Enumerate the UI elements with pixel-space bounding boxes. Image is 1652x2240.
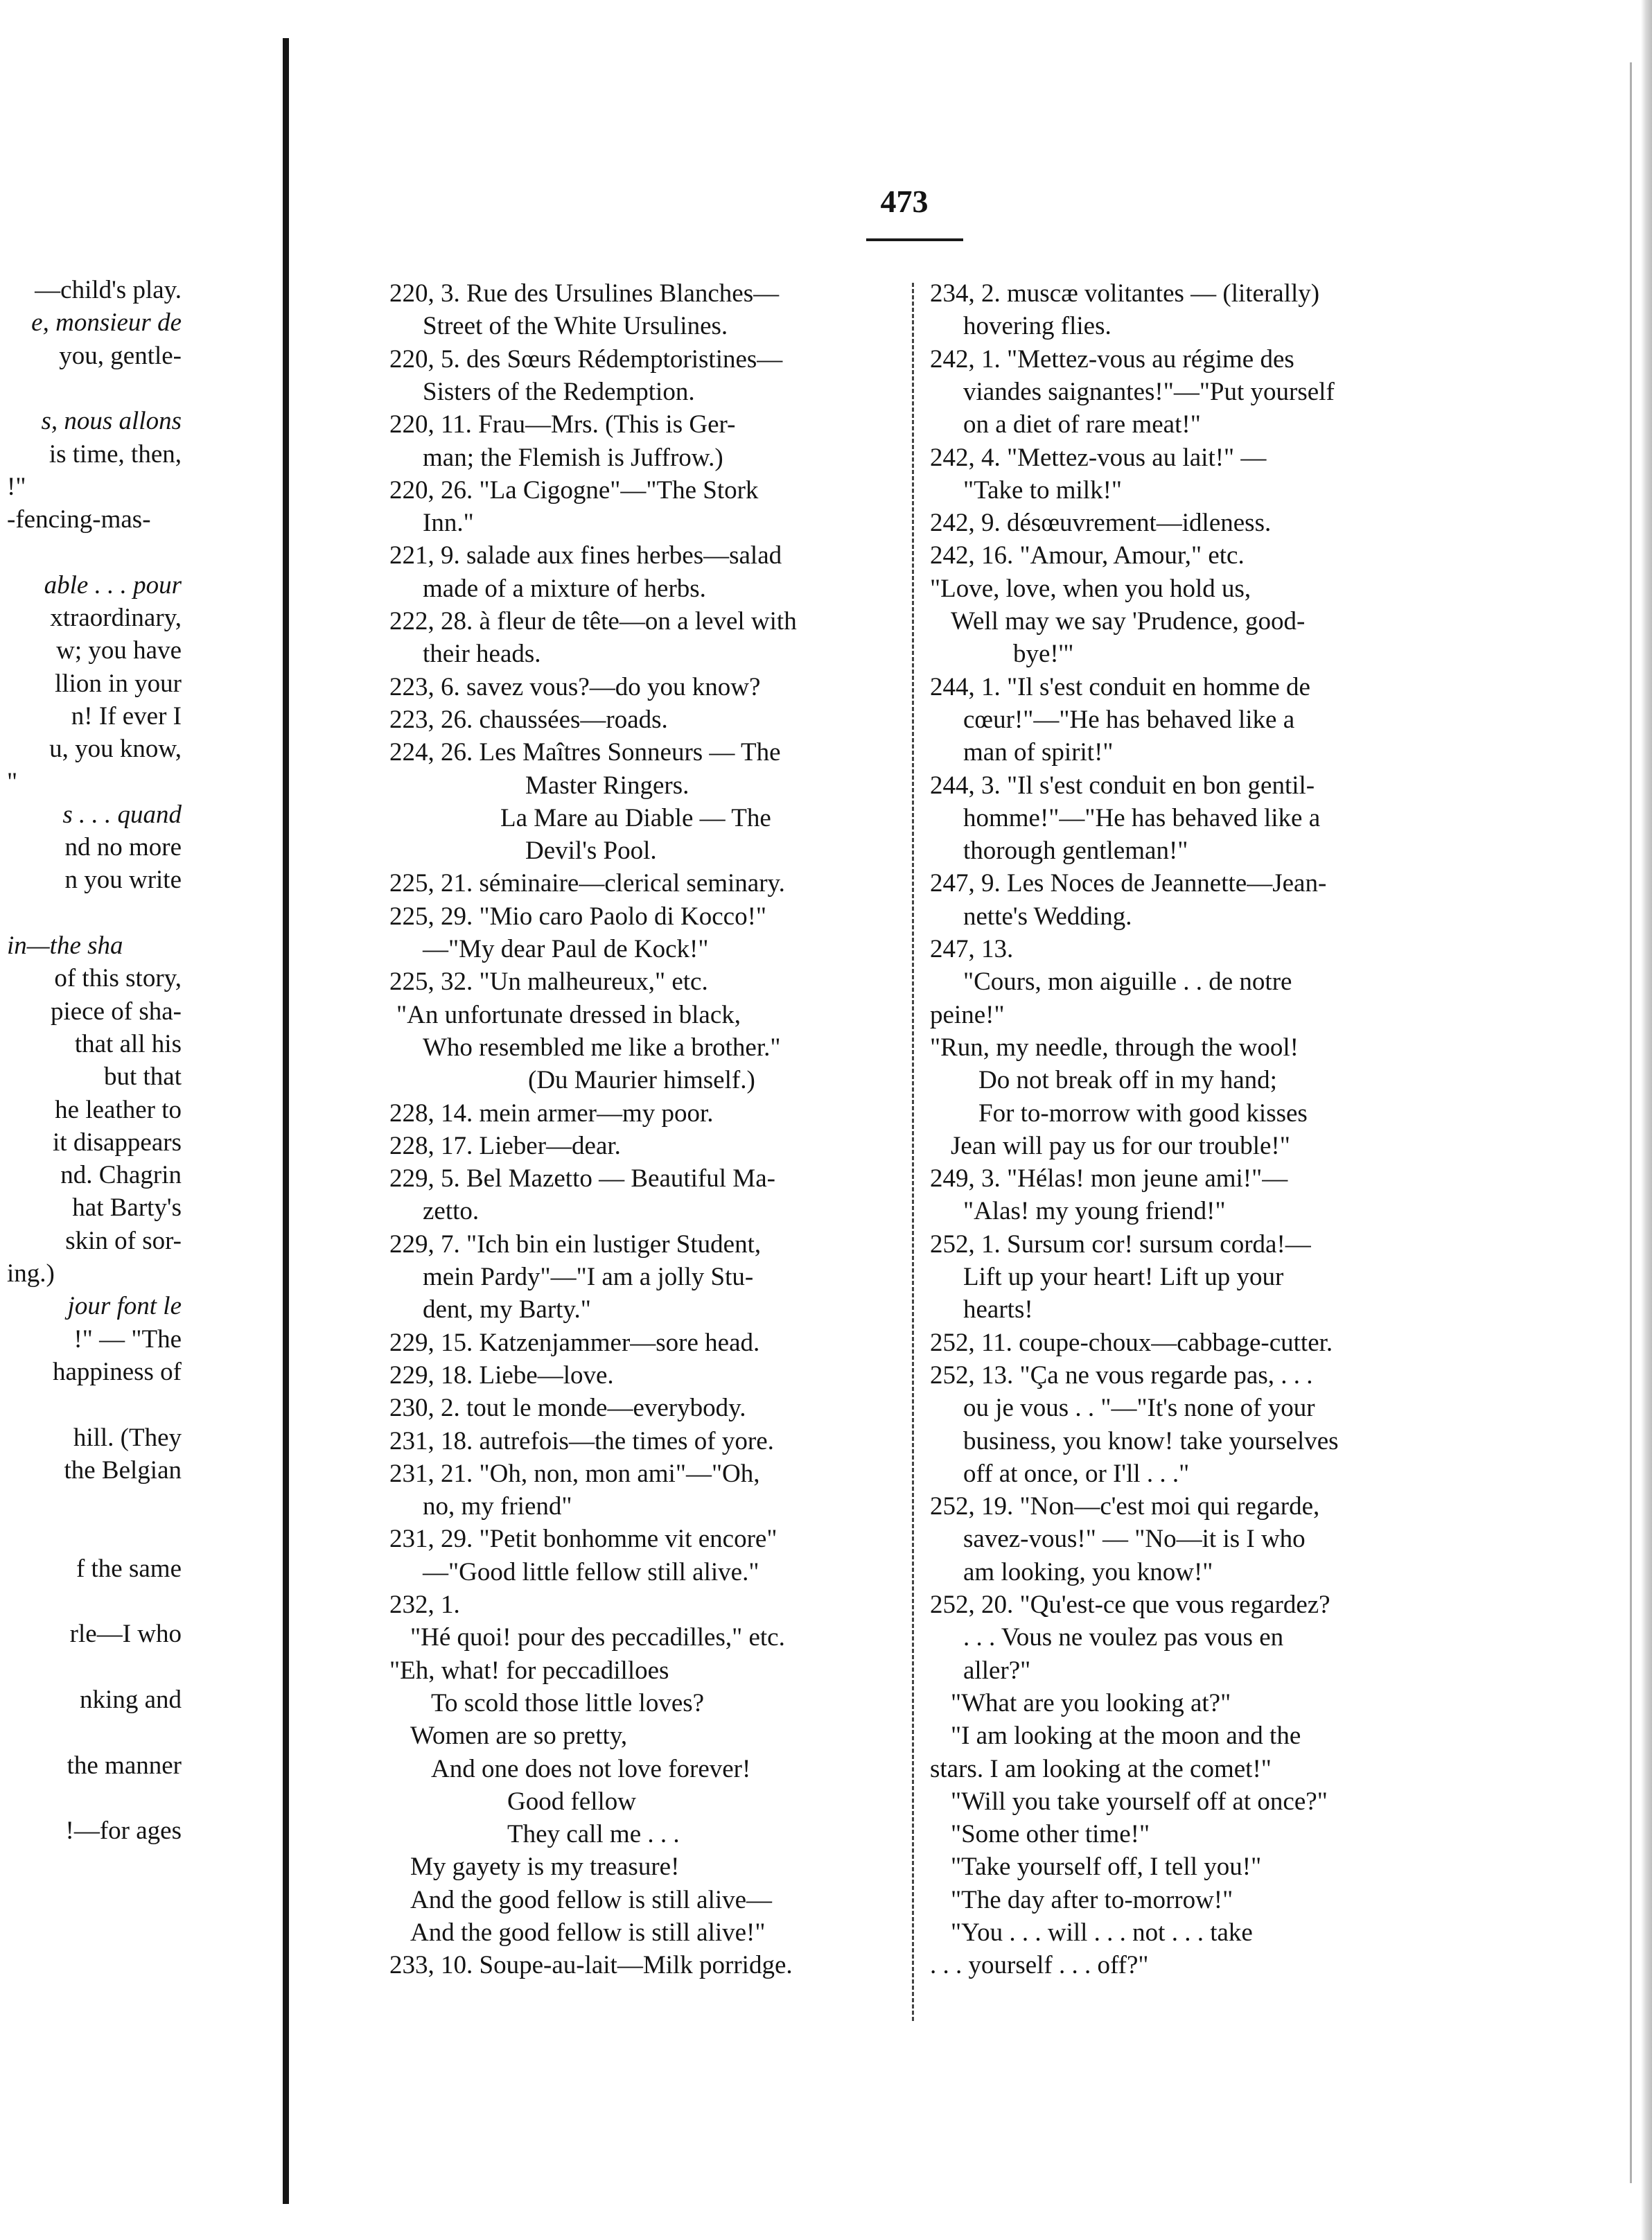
- fragment-line: w; you have: [56, 636, 182, 665]
- note-line: viandes saignantes!"—"Put yourself: [963, 377, 1335, 406]
- note-line: "Cours, mon aiguille . . de notre: [963, 968, 1292, 997]
- note-line: hearts!: [963, 1295, 1033, 1324]
- note-line: My gayety is my treasure!: [410, 1853, 680, 1882]
- fragment-line: —child's play.: [35, 276, 182, 304]
- note-line: "Eh, what! for peccadilloes: [389, 1656, 669, 1685]
- fragment-line: hat Barty's: [72, 1193, 182, 1223]
- fragment-line: the Belgian: [64, 1455, 182, 1485]
- note-line: homme!"—"He has behaved like a: [963, 803, 1321, 832]
- note-line: 228, 17. Lieber—dear.: [389, 1131, 621, 1160]
- note-line: their heads.: [423, 640, 541, 669]
- fragment-line: [7, 1782, 182, 1815]
- note-line: And one does not love forever!: [431, 1754, 751, 1783]
- fragment-line: [7, 1585, 182, 1618]
- note-line: 234, 2. muscæ volitantes — (literally): [930, 279, 1320, 308]
- note-line: Who resembled me like a brother.": [423, 1033, 781, 1062]
- note-line: nette's Wedding.: [963, 902, 1132, 931]
- fragment-line: [7, 1519, 182, 1552]
- note-line: 244, 1. "Il s'est conduit en homme de: [930, 672, 1310, 701]
- note-line: thorough gentleman!": [963, 837, 1188, 866]
- fragment-line: n! If ever I: [71, 701, 182, 730]
- note-line: cœur!"—"He has behaved like a: [963, 705, 1295, 734]
- fragment-line: but that: [103, 1062, 182, 1092]
- note-line: 222, 28. à fleur de tête—on a level with: [389, 607, 797, 636]
- note-line: 242, 4. "Mettez-vous au lait!" —: [930, 443, 1267, 472]
- note-line: dent, my Barty.": [423, 1295, 591, 1324]
- note-line: Sisters of the Redemption.: [423, 377, 695, 406]
- note-line: . . . yourself . . . off?": [930, 1951, 1149, 1980]
- note-line: 242, 9. désœuvrement—idleness.: [930, 509, 1272, 538]
- note-line: For to-morrow with good kisses: [978, 1099, 1308, 1128]
- fragment-line: happiness of: [53, 1357, 182, 1386]
- fragment-line: s, nous allons: [41, 407, 182, 436]
- note-line: zetto.: [423, 1197, 480, 1226]
- note-line: bye!'": [1013, 640, 1074, 669]
- book-gutter: [283, 38, 289, 2204]
- fragment-line: !—for ages: [65, 1817, 182, 1846]
- note-line: 225, 21. séminaire—clerical seminary.: [389, 869, 785, 898]
- note-line: 231, 29. "Petit bonhomme vit encore": [389, 1525, 777, 1554]
- fragment-line: jour font le: [67, 1292, 182, 1321]
- note-line: 242, 1. "Mettez-vous au régime des: [930, 344, 1294, 374]
- note-line: "Take yourself off, I tell you!": [951, 1853, 1262, 1882]
- fragment-line: [7, 1487, 182, 1520]
- note-line: They call me . . .: [507, 1820, 680, 1849]
- fragment-line: it disappears: [53, 1128, 182, 1157]
- fragment-line: f the same: [76, 1554, 182, 1583]
- fragment-line: s . . . quand: [62, 800, 182, 829]
- note-line: "An unfortunate dressed in black,: [396, 1000, 741, 1029]
- note-line: "Some other time!": [951, 1820, 1150, 1849]
- note-line: 247, 13.: [930, 935, 1014, 963]
- note-line: 220, 11. Frau—Mrs. (This is Ger-: [389, 410, 736, 439]
- fragment-line: !": [7, 472, 26, 501]
- note-line: on a diet of rare meat!": [963, 410, 1201, 439]
- note-line: savez-vous!" — "No—it is I who: [963, 1525, 1306, 1554]
- fragment-line: !" — "The: [73, 1324, 182, 1354]
- note-line: aller?": [963, 1656, 1031, 1685]
- fragment-line: able . . . pour: [44, 570, 182, 600]
- fragment-line: ing.): [7, 1259, 55, 1288]
- note-line: (Du Maurier himself.): [528, 1066, 755, 1095]
- fragment-line: nd no more: [64, 833, 182, 862]
- note-line: Street of the White Ursulines.: [423, 312, 728, 341]
- note-line: 220, 3. Rue des Ursulines Blanches—: [389, 279, 780, 308]
- fragment-line: [7, 1651, 182, 1684]
- note-line: stars. I am looking at the comet!": [930, 1754, 1272, 1783]
- note-line: mein Pardy"—"I am a jolly Stu-: [423, 1263, 754, 1291]
- fragment-line: he leather to: [55, 1095, 182, 1124]
- note-line: Do not break off in my hand;: [978, 1066, 1277, 1095]
- note-line: ou je vous . . "—"It's none of your: [963, 1394, 1315, 1423]
- fragment-line: skin of sor-: [65, 1226, 182, 1255]
- note-line: Well may we say 'Prudence, good-: [951, 607, 1306, 636]
- note-line: 221, 9. salade aux fines herbes—salad: [389, 541, 782, 570]
- note-line: Jean will pay us for our trouble!": [951, 1131, 1290, 1160]
- note-line: To scold those little loves?: [431, 1688, 705, 1717]
- note-line: "Love, love, when you hold us,: [930, 574, 1251, 603]
- fragment-line: [7, 536, 182, 569]
- note-line: 247, 9. Les Noces de Jeannette—Jean-: [930, 869, 1327, 898]
- fragment-line: the manner: [67, 1751, 182, 1780]
- note-line: business, you know! take yourselves: [963, 1426, 1339, 1455]
- note-line: 232, 1.: [389, 1591, 460, 1619]
- fragment-line: e, monsieur de: [31, 308, 182, 338]
- note-line: am looking, you know!": [963, 1557, 1213, 1586]
- fragment-line: in—the sha: [7, 931, 123, 960]
- fragment-line: is time, then,: [49, 439, 182, 469]
- note-line: "Run, my needle, through the wool!: [930, 1033, 1299, 1062]
- note-line: "Will you take yourself off at once?": [951, 1787, 1328, 1816]
- note-line: "Alas! my young friend!": [963, 1197, 1226, 1226]
- note-line: 223, 6. savez vous?—do you know?: [389, 672, 761, 701]
- note-line: 242, 16. "Amour, Amour," etc.: [930, 541, 1245, 570]
- fragment-line: n you write: [64, 866, 182, 895]
- note-line: Devil's Pool.: [525, 837, 657, 866]
- note-line: Good fellow: [507, 1787, 636, 1816]
- note-line: man; the Flemish is Juffrow.): [423, 443, 723, 472]
- note-line: 231, 21. "Oh, non, mon ami"—"Oh,: [389, 1459, 760, 1488]
- note-line: "I am looking at the moon and the: [951, 1722, 1301, 1751]
- note-line: 252, 1. Sursum cor! sursum corda!—: [930, 1230, 1311, 1259]
- note-line: 229, 5. Bel Mazetto — Beautiful Ma-: [389, 1164, 775, 1193]
- note-line: And the good fellow is still alive!": [410, 1918, 766, 1947]
- note-line: 233, 10. Soupe-au-lait—Milk porridge.: [389, 1951, 793, 1980]
- note-line: 225, 29. "Mio caro Paolo di Kocco!": [389, 902, 766, 931]
- fragment-line: rle—I who: [69, 1620, 182, 1649]
- fragment-line: -fencing-mas-: [7, 505, 151, 534]
- note-line: 249, 3. "Hélas! mon jeune ami!"—: [930, 1164, 1288, 1193]
- note-line: . . . Vous ne voulez pas vous en: [963, 1623, 1284, 1652]
- fragment-line: hill. (They: [73, 1423, 182, 1452]
- note-line: man of spirit!": [963, 738, 1114, 767]
- note-line: 252, 13. "Ça ne vous regarde pas, . . .: [930, 1360, 1313, 1390]
- note-line: 229, 18. Liebe—love.: [389, 1360, 614, 1390]
- note-line: And the good fellow is still alive—: [410, 1885, 773, 1914]
- page-edge-line: [1630, 62, 1632, 2183]
- page-fold-shadow: [1641, 0, 1652, 2240]
- note-line: off at once, or I'll . . .": [963, 1459, 1190, 1488]
- note-line: Lift up your heart! Lift up your: [963, 1263, 1284, 1291]
- note-line: La Mare au Diable — The: [500, 803, 771, 832]
- note-line: 244, 3. "Il s'est conduit en bon gentil-: [930, 771, 1315, 800]
- fragment-line: [7, 1388, 182, 1421]
- note-line: Inn.": [423, 509, 474, 538]
- note-line: made of a mixture of herbs.: [423, 574, 706, 603]
- note-line: "What are you looking at?": [951, 1688, 1231, 1717]
- note-line: 220, 26. "La Cigogne"—"The Stork: [389, 475, 759, 505]
- page-number: 473: [880, 184, 929, 219]
- fragment-line: that all his: [74, 1029, 182, 1058]
- note-line: 223, 26. chaussées—roads.: [389, 705, 668, 734]
- note-line: 224, 26. Les Maîtres Sonneurs — The: [389, 738, 781, 767]
- note-line: 252, 19. "Non—c'est moi qui regarde,: [930, 1492, 1320, 1521]
- note-line: 228, 14. mein armer—my poor.: [389, 1099, 714, 1128]
- fragment-line: u, you know,: [49, 735, 182, 764]
- note-line: "You . . . will . . . not . . . take: [951, 1918, 1253, 1947]
- note-line: 252, 11. coupe-choux—cabbage-cutter.: [930, 1328, 1333, 1357]
- note-line: 229, 15. Katzenjammer—sore head.: [389, 1328, 760, 1357]
- note-line: —"My dear Paul de Kock!": [423, 935, 709, 963]
- note-line: Master Ringers.: [525, 771, 689, 800]
- note-line: 229, 7. "Ich bin ein lustiger Student,: [389, 1230, 762, 1259]
- note-line: 230, 2. tout le monde—everybody.: [389, 1394, 746, 1423]
- note-line: —"Good little fellow still alive.": [423, 1557, 759, 1586]
- page-number-underline: [866, 238, 963, 241]
- note-line: "The day after to-morrow!": [951, 1885, 1233, 1914]
- note-line: hovering flies.: [963, 312, 1111, 341]
- note-line: 220, 5. des Sœurs Rédemptoristines—: [389, 344, 783, 374]
- fragment-line: nking and: [80, 1685, 182, 1714]
- note-line: Women are so pretty,: [410, 1722, 628, 1751]
- fragment-line: piece of sha-: [50, 997, 182, 1026]
- fragment-line: nd. Chagrin: [60, 1161, 182, 1190]
- fragment-line: ": [7, 767, 18, 796]
- note-line: no, my friend": [423, 1492, 572, 1521]
- fragment-line: of this story,: [54, 964, 182, 993]
- fragment-line: [7, 897, 182, 930]
- note-line: peine!": [930, 1000, 1005, 1029]
- note-line: 252, 20. "Qu'est-ce que vous regardez?: [930, 1591, 1330, 1619]
- note-line: 231, 18. autrefois—the times of yore.: [389, 1426, 774, 1455]
- note-line: 225, 32. "Un malheureux," etc.: [389, 968, 708, 997]
- note-line: "Hé quoi! pour des peccadilles," etc.: [410, 1623, 785, 1652]
- fragment-line: you, gentle-: [59, 341, 182, 370]
- fragment-line: xtraordinary,: [50, 604, 182, 632]
- fragment-line: [7, 1716, 182, 1749]
- fragment-line: [7, 372, 182, 405]
- fragment-line: llion in your: [55, 669, 182, 698]
- note-line: "Take to milk!": [963, 475, 1123, 505]
